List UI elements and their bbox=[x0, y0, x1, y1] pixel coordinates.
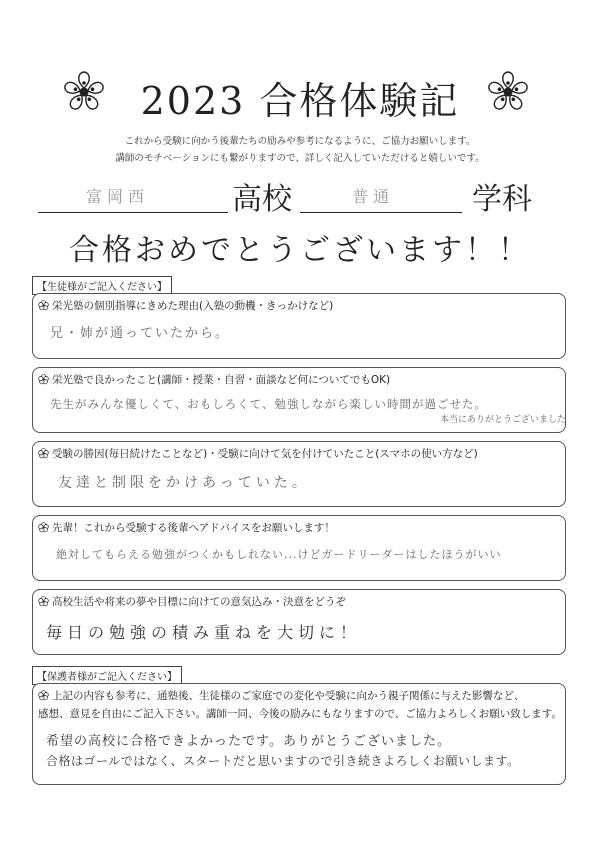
small-flower-icon bbox=[38, 522, 49, 533]
question-4 bbox=[38, 520, 335, 535]
small-flower-icon bbox=[38, 596, 49, 607]
answer-2-continued: 本当にありがとうございました bbox=[440, 415, 567, 425]
answer-2: 先生がみんな優しくて、おもしろくて、勉強しながら楽しい時間が過ごせた。 bbox=[50, 397, 488, 411]
student-section-tag: 【生徒様がご記入ください】 bbox=[32, 276, 172, 295]
question-1 bbox=[38, 298, 333, 313]
question-2 bbox=[38, 372, 390, 387]
small-flower-icon bbox=[38, 300, 49, 311]
small-flower-icon bbox=[38, 374, 49, 385]
course-handwritten: 普通 bbox=[352, 187, 395, 206]
course-label: 学科 bbox=[472, 182, 532, 217]
school-name-handwritten: 富岡西 bbox=[86, 187, 150, 206]
intro-line-1: これから受験に向かう後輩たちの励みや参考になるように、ご協力お願いします。 bbox=[124, 136, 476, 147]
school-name-underline bbox=[38, 212, 228, 213]
answer-5: 毎日の勉強の積み重ねを大切に！ bbox=[46, 623, 362, 642]
intro-line-2: 講師のモチベーションにも繋がりますので、詳しく記入していただけると嬉しいです。 bbox=[115, 153, 485, 164]
parent-prompt-2 bbox=[38, 706, 562, 721]
answer-3: 友達と制限をかけあっていた。 bbox=[58, 475, 310, 491]
small-flower-icon bbox=[38, 690, 49, 701]
course-underline bbox=[300, 212, 462, 213]
answer-4: 絶対してもらえる勉強がつくかもしれない...けどガードリーダーはしたほうがいい bbox=[56, 548, 502, 561]
parent-prompt-1 bbox=[38, 688, 525, 703]
congrats-heading: 合格おめでとうございます！！ bbox=[69, 233, 531, 268]
parent-answer-line-2: 合格はゴールではなく、スタートだと思いますので引き続きよろしくお願いします。 bbox=[46, 754, 520, 768]
parent-prompt-line-2: 感想、意見を自由にご記入下さい。講師一同、今後の励みにもなりますので、ご協力よろしくお願い致します。 bbox=[38, 708, 562, 720]
parent-prompt-line-1: 上記の内容も参考に、通塾後、生徒様のご家庭での変化や受験に向かう親子関係に与えた影響など、 bbox=[52, 690, 525, 702]
parent-answer-line-1: 希望の高校に合格できよかったです。ありがとうございました。 bbox=[46, 734, 451, 749]
answer-1: 兄・姉が通っていたから。 bbox=[50, 326, 231, 341]
sakura-flower-icon-right bbox=[486, 70, 530, 114]
question-5-text: 高校生活や将来の夢や目標に向けての意気込み・決意をどうぞ bbox=[52, 596, 346, 608]
school-label: 高校 bbox=[232, 182, 292, 217]
small-flower-icon bbox=[38, 448, 49, 459]
question-4-text: 先輩！これから受験する後輩へアドバイスをお願いします！ bbox=[52, 522, 335, 534]
parent-section-tag: 【保護者様がご記入ください】 bbox=[32, 666, 182, 685]
question-3-text: 受験の勝因(毎日続けたことなど)・受験に向けて気を付けていたこと(スマホの使い方など) bbox=[52, 448, 478, 460]
question-3 bbox=[38, 446, 478, 461]
question-1-text: 栄光塾の個別指導にきめた理由(入塾の動機・きっかけなど) bbox=[52, 300, 334, 312]
question-2-text: 栄光塾で良かったこと(講師・授業・自習・面談など何についてでもOK) bbox=[52, 374, 391, 386]
page-title: 2023 合格体験記 bbox=[140, 79, 460, 123]
question-5 bbox=[38, 594, 346, 609]
